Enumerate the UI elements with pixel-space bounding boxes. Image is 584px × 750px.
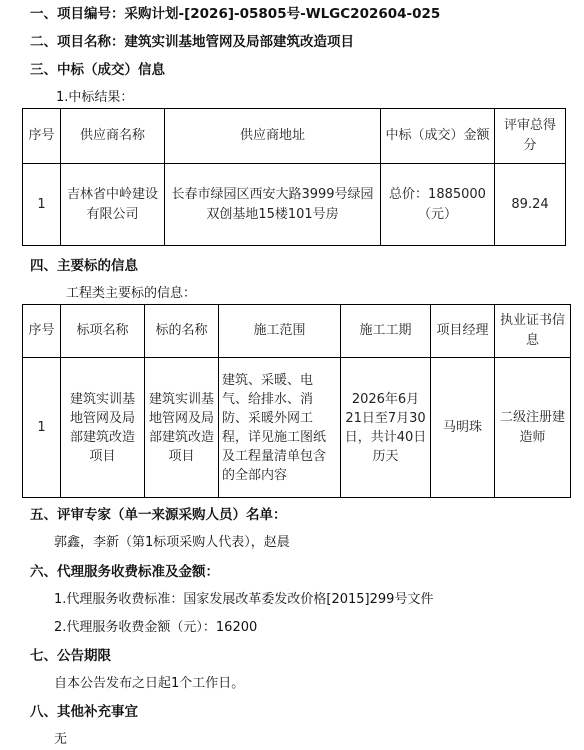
header-cell-period: 施工工期 bbox=[341, 305, 431, 358]
notice-period-text: 自本公告发布之日起1个工作日。 bbox=[54, 676, 245, 691]
table-row bbox=[23, 358, 571, 498]
project-name-line bbox=[30, 30, 354, 50]
header-cell-no: 序号 bbox=[23, 305, 61, 358]
main-subject-table bbox=[22, 304, 571, 498]
award-info-heading: 三、中标（成交）信息 bbox=[30, 62, 165, 78]
header-cell-scope: 施工范围 bbox=[219, 305, 341, 358]
project-name-value: 建筑实训基地管网及局部建筑改造项目 bbox=[124, 34, 354, 50]
header-cell-no: 序号 bbox=[23, 109, 61, 164]
award-result-subheading: 1.中标结果： bbox=[56, 90, 134, 105]
agency-fee-standard: 1.代理服务收费标准：国家发展改革委发改价格[2015]299号文件 bbox=[54, 592, 434, 607]
cell-cert: 二级注册建造师 bbox=[495, 358, 571, 498]
header-cell-address: 供应商地址 bbox=[165, 109, 381, 164]
cell-subject: 建筑实训基地管网及局部建筑改造项目 bbox=[145, 358, 219, 498]
cell-scope: 建筑、采暖、电气、给排水、消防、采暖外网工程，详见施工图纸及工程量清单包含的全部内容 bbox=[219, 358, 341, 498]
cell-manager: 马明珠 bbox=[431, 358, 495, 498]
header-cell-score: 评审总得分 bbox=[495, 109, 566, 164]
cell-period: 2026年6月21日至7月30日，共计40日历天 bbox=[341, 358, 431, 498]
cell-amount: 总价：1885000（元） bbox=[381, 164, 495, 246]
main-subject-subheading: 工程类主要标的信息： bbox=[66, 286, 197, 301]
header-cell-item: 标项名称 bbox=[61, 305, 145, 358]
main-subject-heading: 四、主要标的信息 bbox=[30, 258, 138, 274]
agency-fee-amount: 2.代理服务收费金额（元）：16200 bbox=[54, 620, 258, 635]
experts-heading: 五、评审专家（单一来源采购人员）名单： bbox=[30, 507, 287, 523]
other-matters-heading: 八、其他补充事宜 bbox=[30, 704, 138, 720]
header-cell-amount: 中标（成交）金额 bbox=[381, 109, 495, 164]
project-name-label: 二、项目名称： bbox=[30, 34, 125, 50]
cell-item: 建筑实训基地管网及局部建筑改造项目 bbox=[61, 358, 145, 498]
header-cell-cert: 执业证书信息 bbox=[495, 305, 571, 358]
project-number-line bbox=[30, 2, 440, 22]
table-row bbox=[23, 164, 566, 246]
notice-period-heading: 七、公告期限 bbox=[30, 648, 111, 664]
project-number-label: 一、项目编号： bbox=[30, 6, 125, 22]
cell-no: 1 bbox=[23, 164, 61, 246]
cell-supplier: 吉林省中岭建设有限公司 bbox=[61, 164, 165, 246]
header-cell-subject: 标的名称 bbox=[145, 305, 219, 358]
agency-fee-heading: 六、代理服务收费标准及金额： bbox=[30, 564, 219, 580]
cell-address: 长春市绿园区西安大路3999号绿园双创基地15楼101号房 bbox=[165, 164, 381, 246]
cell-score: 89.24 bbox=[495, 164, 566, 246]
experts-list: 郭鑫，李新（第1标项采购人代表），赵晨 bbox=[54, 535, 290, 550]
project-number-value: 采购计划-[2026]-05805号-WLGC202604-025 bbox=[124, 6, 441, 22]
header-cell-supplier: 供应商名称 bbox=[61, 109, 165, 164]
header-cell-manager: 项目经理 bbox=[431, 305, 495, 358]
table-header-row bbox=[23, 109, 566, 164]
table-header-row bbox=[23, 305, 571, 358]
award-result-table bbox=[22, 108, 566, 246]
cell-no: 1 bbox=[23, 358, 61, 498]
other-matters-text: 无 bbox=[54, 732, 68, 747]
